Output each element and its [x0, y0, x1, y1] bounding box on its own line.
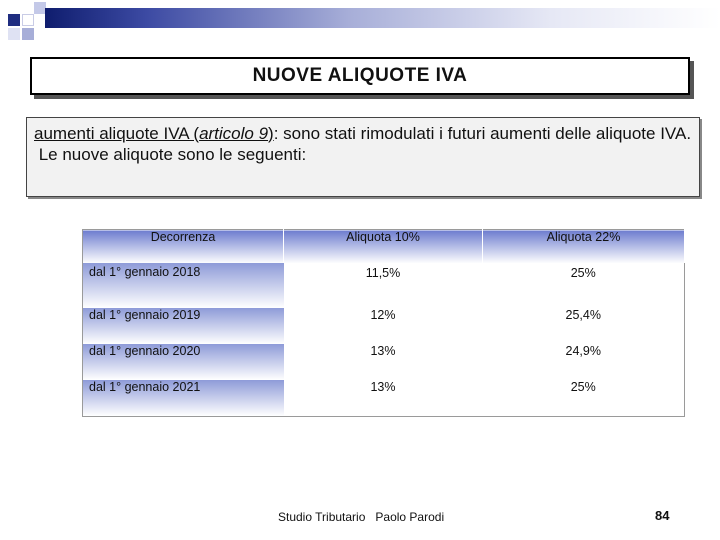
intro-part2: : sono stati rimodulati i futuri aumenti delle aliquote IVA. — [273, 124, 692, 143]
deco-square — [8, 14, 20, 26]
row-date: dal 1° gennaio 2019 — [83, 308, 284, 344]
header-decorrenza: Decorrenza — [83, 230, 284, 264]
row-rate-10: 13% — [284, 380, 483, 417]
header-aliquota-22: Aliquota 22% — [483, 230, 685, 264]
intro-part1: aumenti aliquote IVA ( — [34, 124, 200, 143]
header-aliquota-10: Aliquota 10% — [284, 230, 483, 264]
row-date: dal 1° gennaio 2018 — [83, 263, 284, 308]
deco-square — [22, 14, 34, 26]
deco-square — [8, 28, 20, 40]
intro-article-reference: articolo 9 — [199, 124, 269, 143]
intro-part2-close: ) — [268, 124, 274, 143]
slide-title — [30, 57, 690, 95]
page-number: 84 — [655, 508, 670, 523]
table-row — [83, 263, 685, 308]
vat-rates-table — [82, 229, 685, 417]
footer-credit — [278, 510, 444, 524]
row-rate-22: 25% — [483, 380, 685, 417]
deco-square — [22, 28, 34, 40]
table-row — [83, 308, 685, 344]
row-rate-10: 12% — [284, 308, 483, 344]
row-date: dal 1° gennaio 2021 — [83, 380, 284, 417]
intro-line3: Le nuove aliquote sono le seguenti: — [34, 145, 307, 164]
row-rate-22: 24,9% — [483, 344, 685, 380]
footer-left: Studio Tributario — [278, 510, 366, 524]
decorative-header — [0, 0, 720, 48]
row-rate-10: 13% — [284, 344, 483, 380]
decorative-gradient-bar — [45, 8, 720, 28]
table-row — [83, 380, 685, 417]
row-date: dal 1° gennaio 2020 — [83, 344, 284, 380]
table-header-row — [83, 230, 685, 264]
table-row — [83, 344, 685, 380]
intro-text-box — [26, 117, 700, 197]
row-rate-22: 25% — [483, 263, 685, 308]
row-rate-10: 11,5% — [284, 263, 483, 308]
footer-right: Paolo Parodi — [375, 510, 445, 524]
slide-title-text: NUOVE ALIQUOTE IVA — [252, 65, 468, 86]
row-rate-22: 25,4% — [483, 308, 685, 344]
